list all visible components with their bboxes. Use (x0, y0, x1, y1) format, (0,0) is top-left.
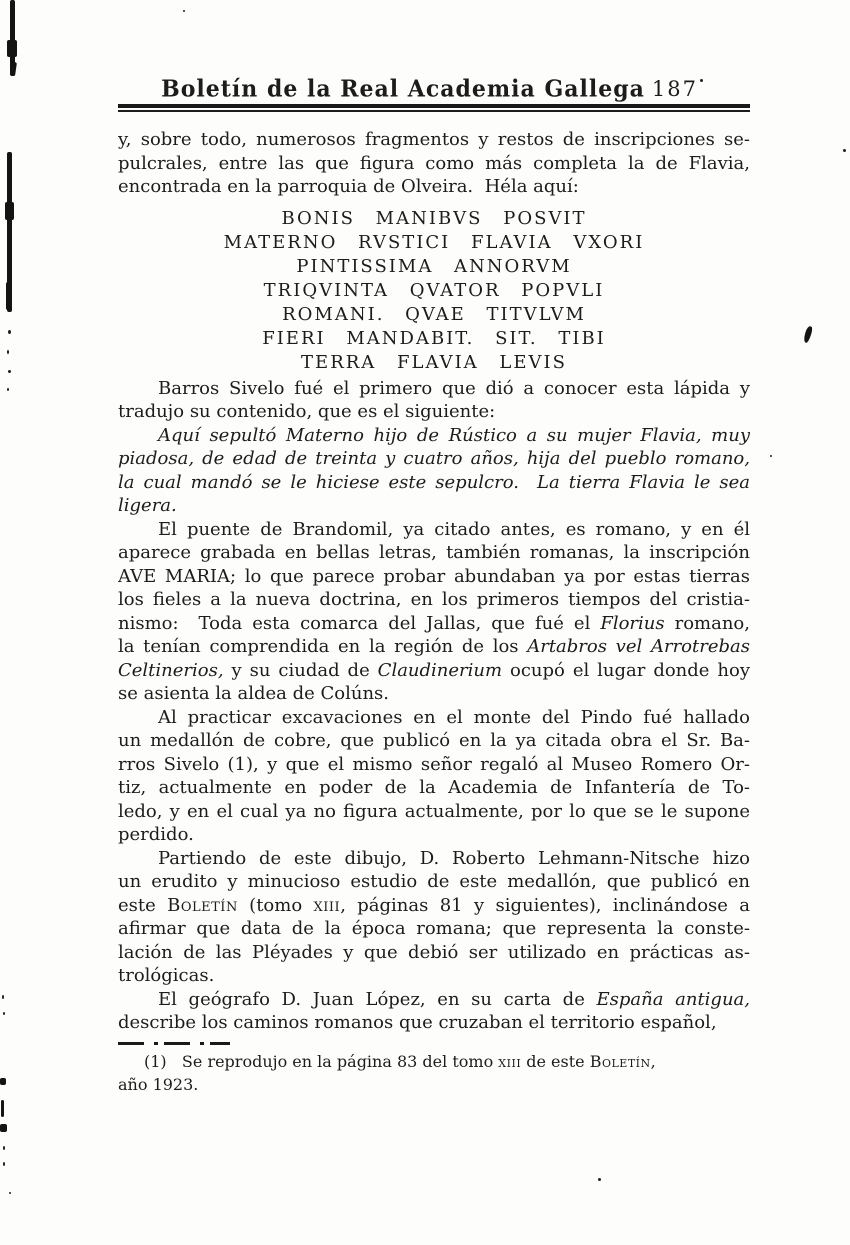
text-segment: se asienta la aldea de Colúns. (118, 683, 390, 704)
text-segment: perdido. (118, 824, 194, 845)
ink-speck (770, 455, 772, 457)
text-line (118, 776, 750, 800)
ink-speck (8, 370, 11, 373)
text-segment: aparece grabada en bellas letras, también romanas, la inscripción (118, 542, 750, 563)
text-segment: Barros Sivelo fué el primero que dió a conocer esta lápida y (158, 377, 750, 399)
text-segment: (tomo (237, 894, 314, 916)
text-segment: Partiendo de este dibujo, D. Roberto Lehmann-Nitsche hizo (158, 847, 750, 869)
text-segment: (1) Se reprodujo en la página 83 del tomo (144, 1052, 499, 1071)
text-segment: TERRA FLAVIA LEVIS (301, 351, 567, 373)
footnote-line (118, 1073, 750, 1096)
text-line (118, 635, 750, 659)
text-segment: la cual mandó se le hiciese este sepulcro. La tierra Flavia le sea (118, 471, 750, 493)
scan-artifact (6, 282, 12, 310)
inscription-line (118, 279, 750, 303)
footnote-separator-rule (118, 1042, 230, 1045)
text-line (118, 612, 750, 636)
text-segment: un erudito y minucioso estudio de este medallón, que publicó en (118, 871, 750, 892)
text-segment: los fieles a la nueva doctrina, en los primeros tiempos del cristia- (118, 589, 750, 610)
text-segment: romano, (664, 612, 750, 634)
text-segment: Artabros vel Arrotrebas (527, 636, 750, 657)
text-segment: este (118, 894, 168, 916)
ink-speck (2, 995, 4, 999)
scan-artifact (5, 202, 14, 220)
header-double-rule (118, 104, 750, 112)
text-segment: encontrada en la parroquia de Olveira. Héla aquí: (118, 176, 579, 197)
text-segment: la tenían comprendida en la región de los (118, 636, 528, 657)
text-segment: describe los caminos romanos que cruzaban el territorio español, (118, 1012, 717, 1033)
text-segment: ledo, y en el cual ya no figura actualmente, por lo que se le supone (118, 800, 750, 822)
text-line (118, 706, 750, 730)
ink-speck (7, 388, 9, 391)
inscription-line (118, 303, 750, 327)
text-segment: ROMANI. QVAE TITVLVM (282, 303, 586, 325)
body-paragraph (118, 847, 750, 988)
text-segment: PINTISSIMA ANNORVM (296, 255, 572, 277)
page-number: 187 (651, 77, 698, 101)
scan-artifact (7, 40, 17, 57)
text-segment: El puente de Brandomil, ya citado antes, es romano, y en él (158, 518, 750, 540)
text-segment: un medallón de cobre, que publicó en la ya citada obra el Sr. Ba- (118, 730, 750, 751)
ink-speck (3, 1162, 5, 1166)
text-line (118, 175, 750, 199)
inscription-line (118, 327, 750, 351)
footnote-text (118, 1050, 750, 1096)
text-line (118, 729, 750, 753)
ink-speck (3, 1146, 5, 1150)
footnote-line (118, 1050, 750, 1073)
inscription-line (118, 255, 750, 279)
body-paragraph (118, 128, 750, 199)
body-content (118, 128, 750, 1035)
ink-mark (803, 326, 813, 344)
text-segment: afirmar que data de la época romana; que representa la conste- (118, 918, 750, 939)
text-segment: y, sobre todo, numerosos fragmentos y restos de inscripciones se- (118, 129, 750, 150)
text-segment: FIERI MANDABIT. SIT. TIBI (262, 327, 606, 349)
text-line (118, 894, 750, 918)
text-segment: MATERNO RVSTICI FLAVIA VXORI (223, 231, 645, 253)
text-line (118, 753, 750, 777)
text-line (118, 847, 750, 871)
text-segment: tradujo su contenido, que es el siguiente: (118, 401, 496, 422)
text-segment: y su ciudad de (223, 659, 378, 681)
body-paragraph (118, 424, 750, 518)
scan-artifact (0, 1078, 6, 1085)
text-line (118, 659, 750, 683)
text-segment: pulcrales, entre las que figura como más completa la de Flavia, (118, 152, 750, 174)
ink-speck (843, 149, 846, 152)
text-segment: rros Sivelo (1), y que el mismo señor regaló al Museo Romero Or- (118, 753, 750, 775)
ink-speck (3, 1012, 5, 1015)
text-segment: Florius (600, 612, 665, 634)
text-line (118, 941, 750, 965)
text-line (118, 800, 750, 824)
body-paragraph (118, 706, 750, 847)
text-line (118, 682, 750, 706)
text-line (118, 494, 750, 518)
text-segment: Boletín (167, 894, 238, 916)
text-line (118, 424, 750, 448)
text-segment: xiii (498, 1052, 522, 1071)
text-segment: ligera. (118, 495, 177, 516)
text-segment: tiz, actualmente en poder de la Academia de Infantería de To- (118, 777, 750, 798)
ink-speck (8, 330, 11, 334)
text-segment: El geógrafo D. Juan López, en su carta de (158, 988, 597, 1010)
page-header (118, 76, 748, 106)
text-line (118, 541, 750, 565)
body-paragraph (118, 518, 750, 706)
text-line (118, 447, 750, 471)
text-line (118, 400, 750, 424)
text-line (118, 471, 750, 495)
text-line (118, 964, 750, 988)
text-line (118, 870, 750, 894)
inscription-line (118, 351, 750, 375)
ink-speck (598, 1178, 601, 1181)
inscription-line (118, 207, 750, 231)
scan-artifact (11, 62, 17, 76)
text-segment: Celtinerios, (118, 659, 224, 681)
latin-inscription (118, 207, 750, 375)
text-line (118, 1011, 750, 1035)
text-segment: Boletín (589, 1052, 651, 1071)
text-segment: trológicas. (118, 965, 215, 986)
text-segment: de este (521, 1052, 590, 1071)
ink-speck (700, 79, 703, 82)
text-line (118, 565, 750, 589)
text-segment: lación de las Pléyades y que debió ser utilizado en prácticas as- (118, 941, 750, 963)
ink-speck (183, 10, 185, 12)
text-line (118, 988, 750, 1012)
ink-speck (7, 350, 9, 354)
text-segment: nismo: Toda esta comarca del Jallas, que fué el (118, 612, 601, 634)
body-paragraph (118, 988, 750, 1035)
text-segment: ocupó el lugar donde hoy (502, 659, 750, 681)
text-segment: , (650, 1052, 656, 1071)
text-segment: , páginas 81 y siguientes), inclinándose a (340, 894, 750, 916)
text-segment: BONIS MANIBVS POSVIT (281, 207, 587, 229)
text-segment: TRIQVINTA QVATOR POPVLI (263, 279, 605, 301)
text-line (118, 588, 750, 612)
text-segment: xiii (313, 894, 341, 916)
text-segment: Aquí sepultó Materno hijo de Rústico a su mujer Flavia, muy (158, 424, 750, 446)
text-segment: año 1923. (118, 1075, 199, 1094)
text-segment: Claudinerium (377, 659, 503, 681)
text-segment: Al practicar excavaciones en el monte del Pindo fué hallado (158, 706, 750, 728)
text-segment: AVE MARIA; lo que parece probar abundaban ya por estas tierras (118, 565, 750, 587)
scan-artifact (1, 1100, 4, 1117)
journal-title: Boletín de la Real Academia Gallega (161, 75, 645, 103)
text-line (118, 128, 750, 152)
text-line (118, 377, 750, 401)
text-line (118, 917, 750, 941)
text-segment: España antigua, (596, 988, 750, 1010)
text-segment: piadosa, de edad de treinta y cuatro años, hija del pueblo romano, (118, 448, 750, 469)
text-line (118, 518, 750, 542)
text-line (118, 152, 750, 176)
inscription-line (118, 231, 750, 255)
text-line (118, 823, 750, 847)
scan-artifact (0, 1124, 7, 1132)
ink-speck (9, 1192, 11, 1194)
body-paragraph (118, 377, 750, 424)
